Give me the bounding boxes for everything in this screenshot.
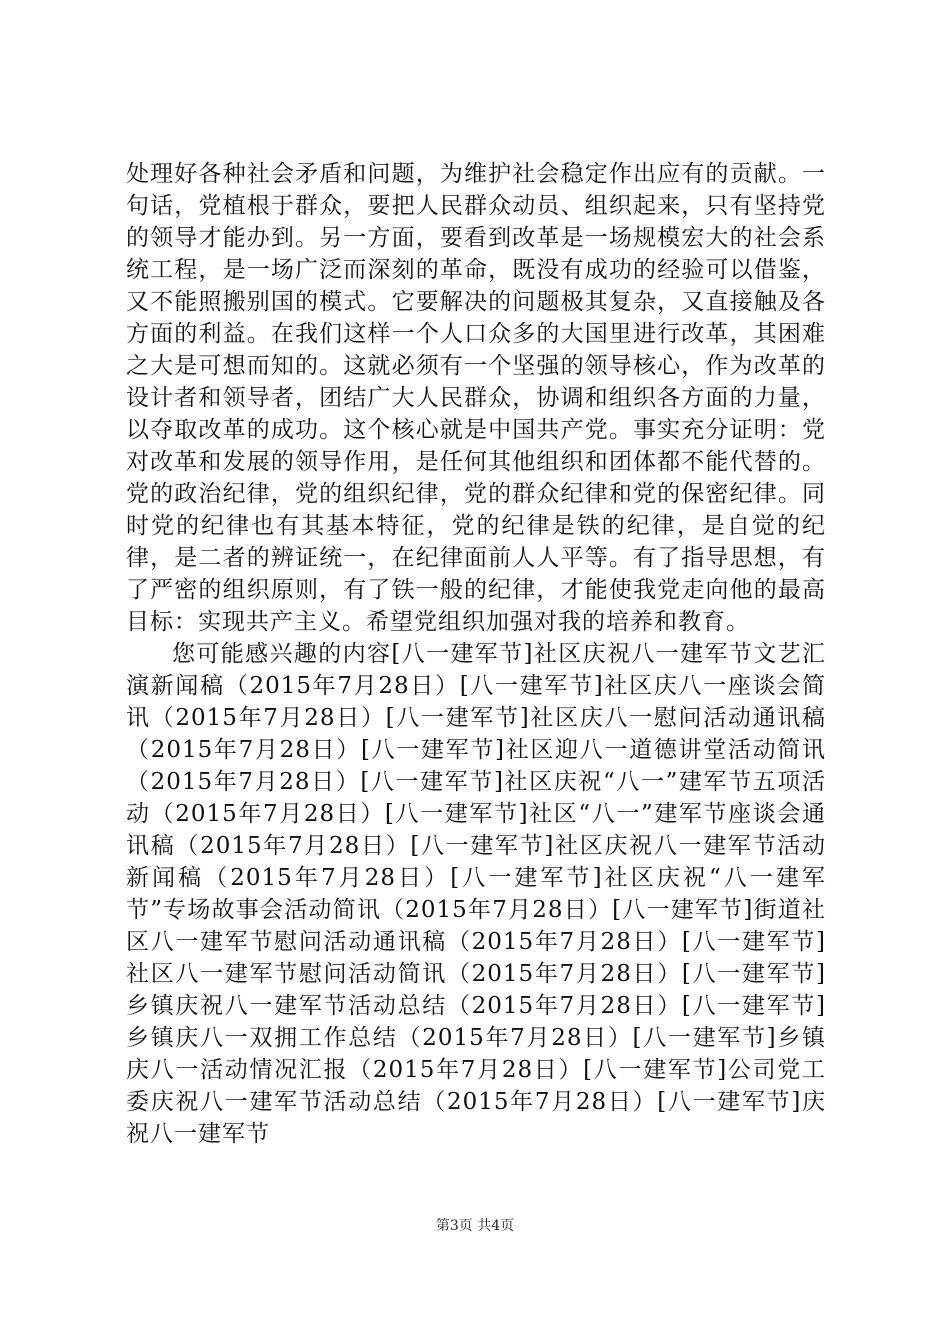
body-text [126, 158, 826, 1150]
paragraph-related-content: 您可能感兴趣的内容[八一建军节]社区庆祝八一建军节文艺汇演新闻稿（2015年7月28日）[八一建军节]社区庆八一座谈会简讯（2015年7月28日）[八一建军节]社区庆八一慰问活动通讯稿（2015年7月28日）[八一建军节]社区迎八一道德讲堂活动简讯（2015年7月28日）[八一建军节]社区庆祝“八一”建军节五项活动（2015年7月28日）[八一建军节]社区“八一”建军节座谈会通讯稿（2015年7月28日）[八一建军节]社区庆祝八一建军节活动新闻稿（2015年7月28日）[八一建军节]社区庆祝“八一建军节”专场故事会活动简讯（2015年7月28日）[八一建军节]街道社区八一建军节慰问活动通讯稿（2015年7月28日）[八一建军节]社区八一建军节慰问活动简讯（2015年7月28日）[八一建军节]乡镇庆祝八一建军节活动总结（2015年7月28日）[八一建军节]乡镇庆八一双拥工作总结（2015年7月28日）[八一建军节]乡镇庆八一活动情况汇报（2015年7月28日）[八一建军节]公司党工委庆祝八一建军节活动总结（2015年7月28日）[八一建军节]庆祝八一建军节 [126, 641, 826, 1147]
page-footer: 第3页 共4页 [435, 1218, 515, 1234]
paragraph-continuation: 处理好各种社会矛盾和问题，为维护社会稳定作出应有的贡献。一句话，党植根于群众，要把人民群众动员、组织起来，只有坚持党的领导才能办到。另一方面，要看到改革是一场规模宏大的社会系统工程，是一场广泛而深刻的革命，既没有成功的经验可以借鉴，又不能照搬别国的模式。它要解决的问题极其复杂，又直接触及各方面的利益。在我们这样一个人口众多的大国里进行改革，其困难之大是可想而知的。这就必须有一个坚强的领导核心，作为改革的设计者和领导者，团结广大人民群众，协调和组织各方面的力量，以夺取改革的成功。这个核心就是中国共产党。事实充分证明：党对改革和发展的领导作用，是任何其他组织和团体都不能代替的。党的政治纪律，党的组织纪律，党的群众纪律和党的保密纪律。同时党的纪律也有其基本特征，党的纪律是铁的纪律，是自觉的纪律，是二者的辨证统一，在纪律面前人人平等。有了指导思想，有了严密的组织原则，有了铁一般的纪律，才能使我党走向他的最高目标：实现共产主义。希望党组织加强对我的培养和教育。 [126, 161, 826, 635]
